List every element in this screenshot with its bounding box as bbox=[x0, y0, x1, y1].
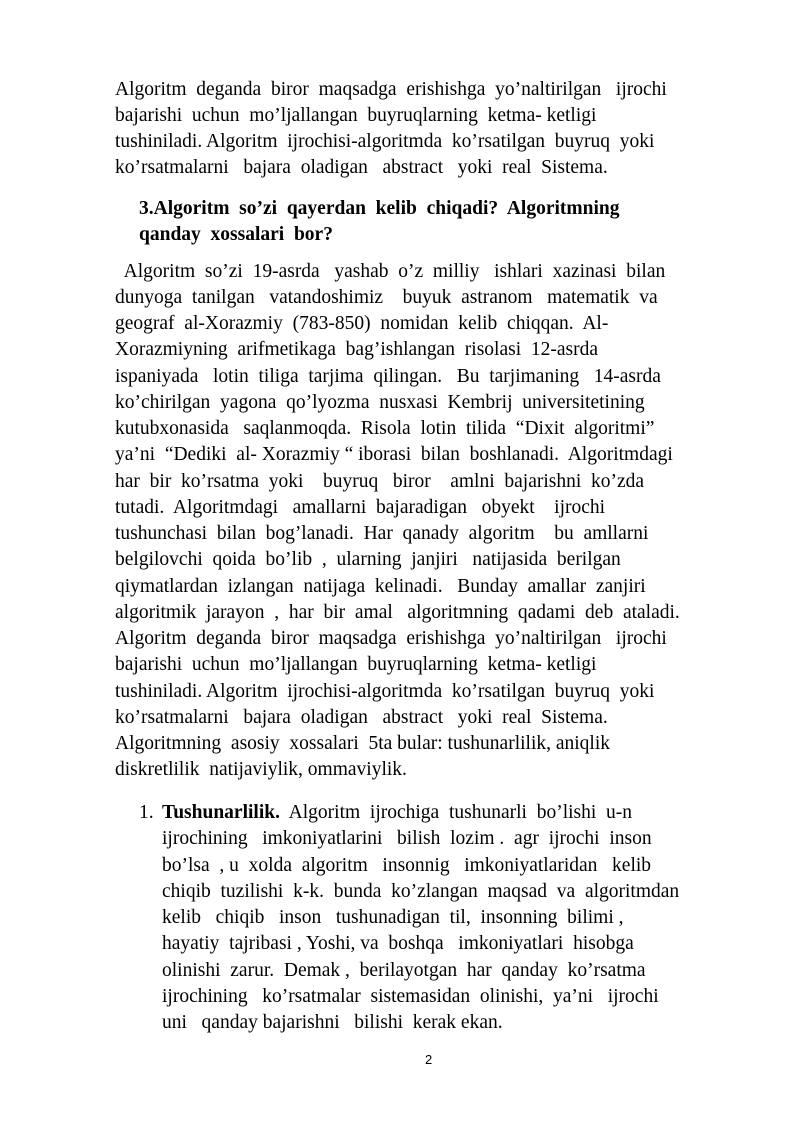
text-line: chiqib tuzilishi k-k. bunda ko’zlangan maqsad va algoritmdan bbox=[162, 881, 680, 902]
text-line: ko’rsatmalarni bajara oladigan abstract yoki real Sistema. bbox=[115, 707, 608, 728]
text-line: Algoritm ijrochiga tushunarli bo’lishi u-n bbox=[279, 802, 633, 823]
text-line: hayatiy tajribasi , Yoshi, va boshqa imkoniyatlari hisobga bbox=[162, 933, 634, 954]
text-line: belgilovchi qoida bo’lib , ularning janjiri natijasida berilgan bbox=[115, 549, 621, 570]
text-line: tutadi. Algoritmdagi amallarni bajaradigan obyekt ijrochi bbox=[115, 497, 606, 518]
text-line: Algoritmning asosiy xossalari 5ta bular: tushunarlilik, aniqlik bbox=[115, 733, 611, 754]
heading-line: 3.Algoritm so’zi qayerdan kelib chiqadi? Algoritmning bbox=[139, 198, 620, 219]
text-line: ko’chirilgan yagona qo’lyozma nusxasi Kembrij universitetining bbox=[115, 392, 645, 413]
text-line: tushiniladi. Algoritm ijrochisi-algoritmda ko’rsatilgan buyruq yoki bbox=[115, 681, 655, 702]
text-line: diskretlilik natijaviylik, ommaviylik. bbox=[115, 759, 407, 780]
text-line: dunyoga tanilgan vatandoshimiz buyuk astranom matematik va bbox=[115, 287, 658, 308]
text-line: Xorazmiyning arifmetikaga bag’ishlangan risolasi 12-asrda bbox=[115, 339, 599, 360]
text-line: kutubxonasida saqlanmoqda. Risola lotin tilida “Dixit algoritmi” bbox=[115, 418, 655, 439]
text-line: Algoritm so’zi 19-asrda yashab o’z milliy ishlari xazinasi bilan bbox=[115, 261, 666, 282]
text-line: ko’rsatmalarni bajara oladigan abstract yoki real Sistema. bbox=[115, 157, 608, 178]
list-item-term: Tushunarlilik. bbox=[162, 802, 280, 823]
text-line: ya’ni “Dediki al- Xorazmiy “ iborasi bilan boshlanadi. Algoritmdagi bbox=[115, 444, 673, 465]
text-line: olinishi zarur. Demak , berilayotgan har qanday ko’rsatma bbox=[162, 960, 646, 981]
text-line: Algoritm deganda biror maqsadga erishishga yo’naltirilgan ijrochi bbox=[115, 628, 667, 649]
text-line: qiymatlardan izlangan natijaga kelinadi. Bunday amallar zanjiri bbox=[115, 576, 646, 597]
text-line: bajarishi uchun mo’ljallangan buyruqlarning ketma- ketligi bbox=[115, 105, 597, 126]
text-line: tushunchasi bilan bog’lanadi. Har qanady algoritm bu amllarni bbox=[115, 523, 649, 544]
text-line: kelib chiqib inson tushunadigan til, insonning bilimi , bbox=[162, 907, 624, 928]
text-line: uni qanday bajarishni bilishi kerak ekan. bbox=[162, 1012, 503, 1033]
text-line: ijrochining ko’rsatmalar sistemasidan olinishi, ya’ni ijrochi bbox=[162, 986, 659, 1007]
page-number: 2 bbox=[425, 1052, 433, 1067]
text-line: bo’lsa , u xolda algoritm insonnig imkoniyatlaridan kelib bbox=[162, 855, 652, 876]
heading-line: qanday xossalari bor? bbox=[139, 224, 333, 245]
text-line: har bir ko’rsatma yoki buyruq biror amlni bajarishni ko’zda bbox=[115, 471, 645, 492]
text-line: ijrochining imkoniyatlarini bilish lozim . agr ijrochi inson bbox=[162, 828, 652, 849]
list-item-first-line bbox=[162, 802, 632, 824]
text-line: bajarishi uchun mo’ljallangan buyruqlarning ketma- ketligi bbox=[115, 654, 597, 675]
text-line: tushiniladi. Algoritm ijrochisi-algoritmda ko’rsatilgan buyruq yoki bbox=[115, 131, 655, 152]
text-line: ispaniyada lotin tiliga tarjima qilingan. Bu tarjimaning 14-asrda bbox=[115, 366, 661, 387]
text-line: Algoritm deganda biror maqsadga erishishga yo’naltirilgan ijrochi bbox=[115, 79, 667, 100]
text-line: geograf al-Xorazmiy (783-850) nomidan kelib chiqqan. Al- bbox=[115, 313, 609, 334]
list-item-number: 1. bbox=[139, 802, 154, 823]
text-line: algoritmik jarayon , har bir amal algoritmning qadami deb ataladi. bbox=[115, 602, 680, 623]
